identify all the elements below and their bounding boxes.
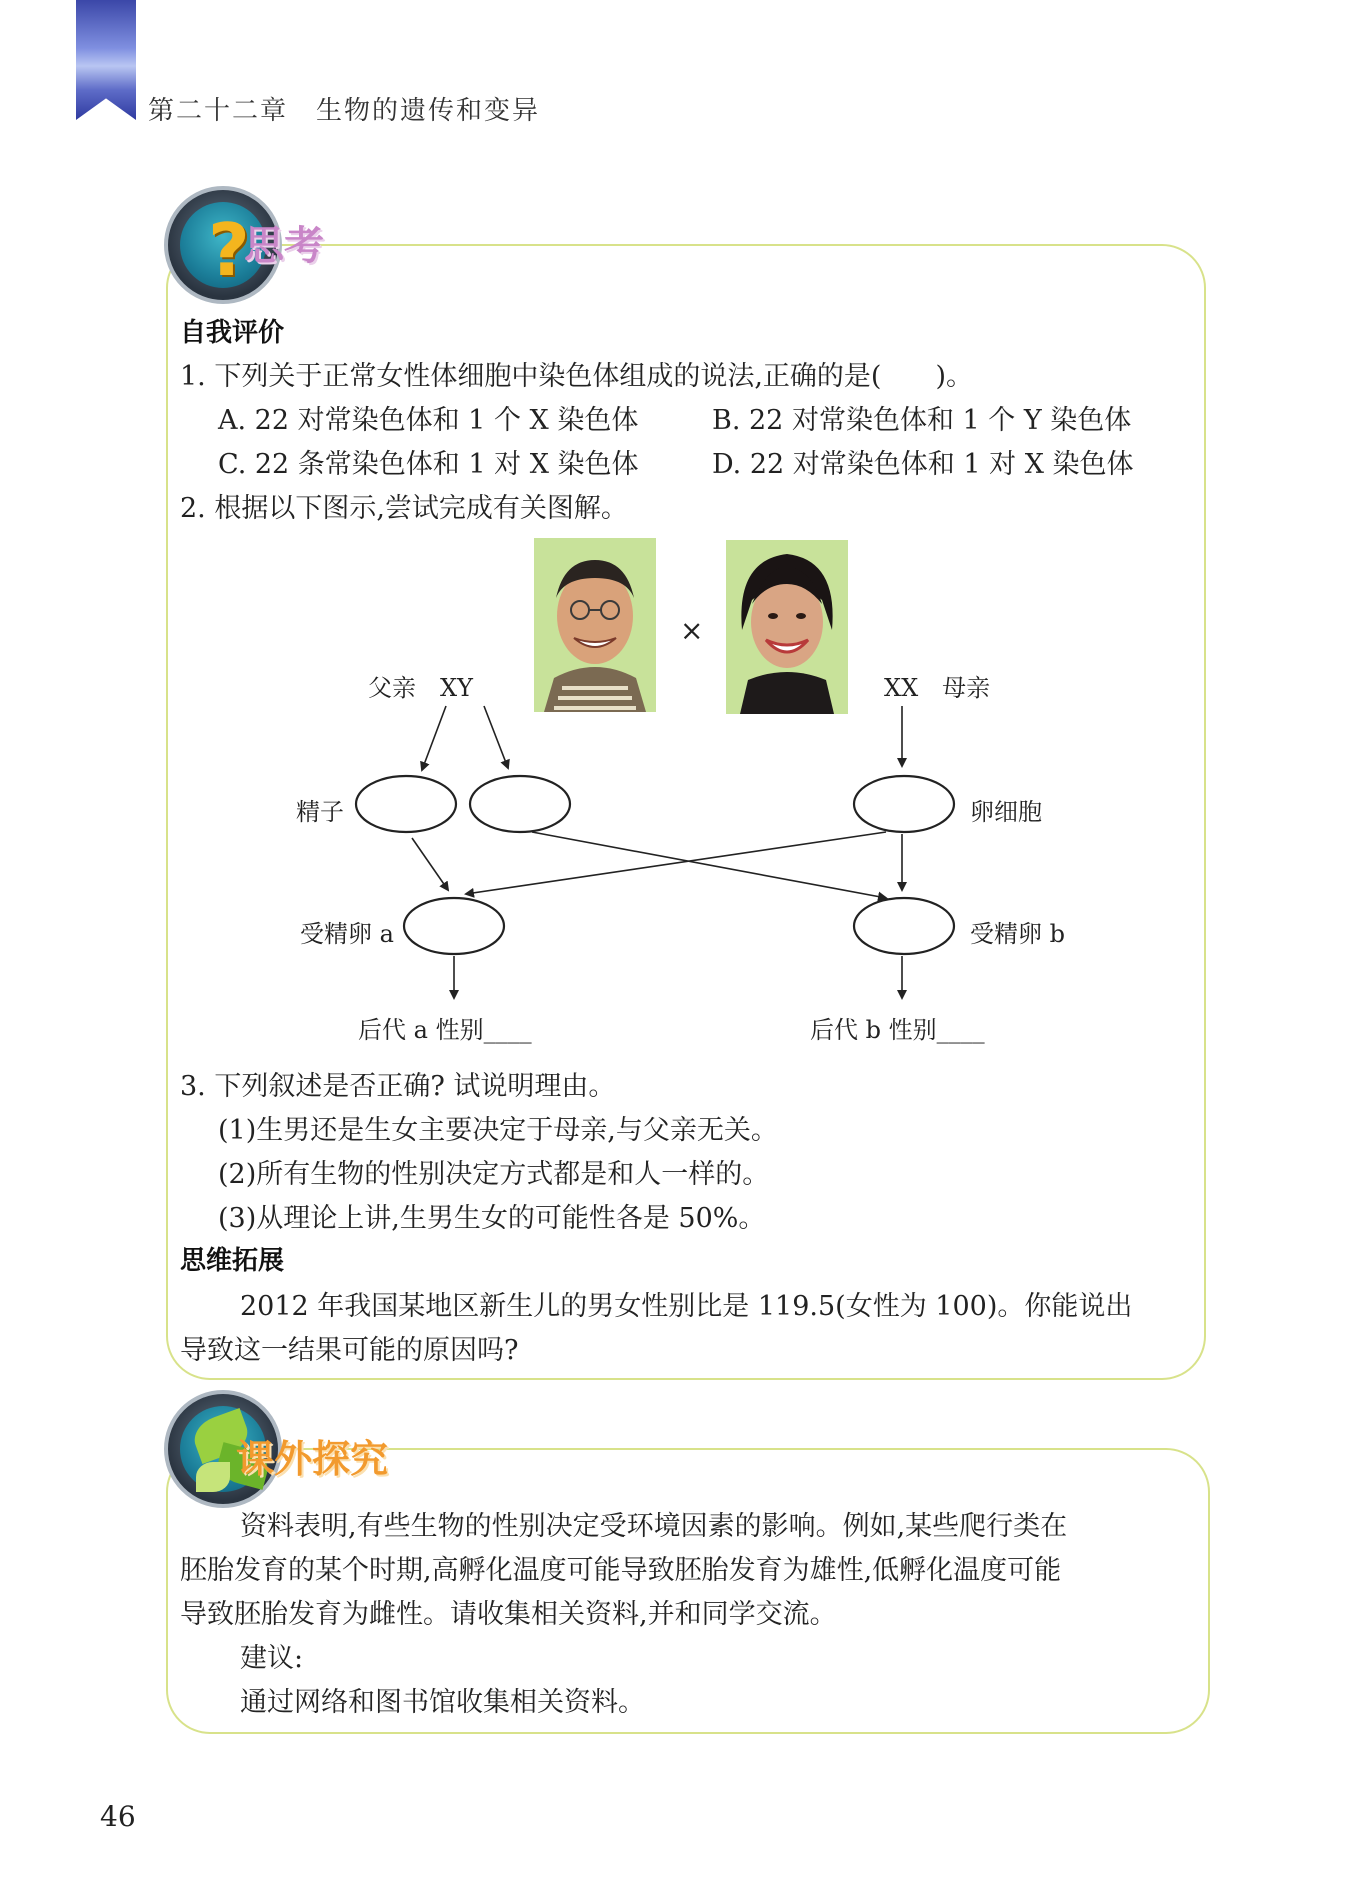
q3-item-2: (2)所有生物的性别决定方式都是和人一样的。	[218, 1159, 770, 1190]
zygote-a-label: 受精卵 a	[300, 920, 394, 948]
suggestion-text: 通过网络和图书馆收集相关资料。	[240, 1687, 645, 1718]
egg-ellipse	[854, 776, 954, 832]
sperm-ellipse-2	[470, 776, 570, 832]
cross-symbol: ×	[680, 614, 704, 647]
q2-stem: 2. 根据以下图示,尝试完成有关图解。	[180, 493, 628, 524]
extension-line-2: 导致这一结果可能的原因吗?	[180, 1335, 519, 1366]
think-section-title: 思考	[244, 223, 324, 269]
self-eval-heading: 自我评价	[180, 318, 285, 348]
offspring-a-label: 后代 a 性别____	[358, 1016, 532, 1044]
sperm-ellipse-1	[356, 776, 456, 832]
q3-item-1: (1)生男还是生女主要决定于母亲,与父亲无关。	[218, 1115, 778, 1146]
suggestion-label: 建议:	[240, 1643, 304, 1674]
q1-option-d: D. 22 对常染色体和 1 对 X 染色体	[712, 449, 1134, 480]
explore-para-line-3: 导致胚胎发育为雌性。请收集相关资料,并和同学交流。	[180, 1599, 837, 1630]
egg-label: 卵细胞	[970, 798, 1042, 826]
extension-heading: 思维拓展	[180, 1246, 285, 1276]
extension-line-1: 2012 年我国某地区新生儿的男女性别比是 119.5(女性为 100)。你能说出	[240, 1291, 1133, 1322]
page-number: 46	[100, 1800, 136, 1833]
zygote-b-ellipse	[854, 898, 954, 954]
q1-stem: 1. 下列关于正常女性体细胞中染色体组成的说法,正确的是( )。	[180, 361, 973, 392]
father-label: 父亲 XY	[368, 674, 473, 702]
explore-para-line-1: 资料表明,有些生物的性别决定受环境因素的影响。例如,某些爬行类在	[240, 1511, 1068, 1542]
q3-stem: 3. 下列叙述是否正确? 试说明理由。	[180, 1071, 616, 1102]
q1-option-c: C. 22 条常染色体和 1 对 X 染色体	[218, 449, 639, 480]
mother-label: XX 母亲	[884, 674, 991, 702]
explore-section-title: 课外探究	[236, 1437, 389, 1481]
explore-para-line-2: 胚胎发育的某个时期,高孵化温度可能导致胚胎发育为雄性,低孵化温度可能	[180, 1555, 1062, 1586]
offspring-b-label: 后代 b 性别____	[810, 1016, 985, 1044]
q3-item-3: (3)从理论上讲,生男生女的可能性各是 50%。	[218, 1203, 766, 1234]
q1-option-a: A. 22 对常染色体和 1 个 X 染色体	[218, 405, 639, 436]
sperm-label: 精子	[296, 798, 344, 826]
zygote-b-label: 受精卵 b	[970, 920, 1065, 948]
chapter-title: 第二十二章 生物的遗传和变异	[148, 96, 541, 126]
zygote-a-ellipse	[404, 898, 504, 954]
q1-option-b: B. 22 对常染色体和 1 个 Y 染色体	[712, 405, 1132, 436]
question-mark-icon: ?	[164, 186, 282, 304]
